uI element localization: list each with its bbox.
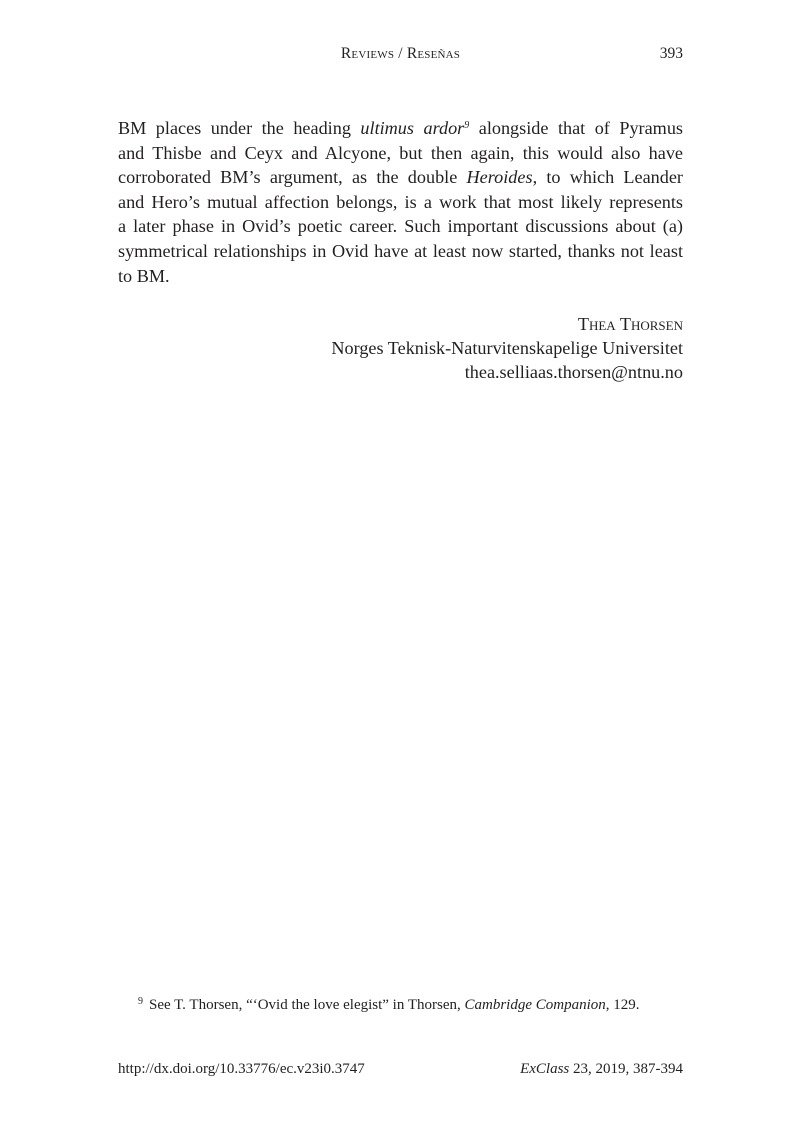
text: corroborated BM’s argument, as the double [118,167,467,188]
running-title: Reviews / Reseñas [340,45,461,62]
author-signature [331,312,683,385]
author-email[interactable]: thea.selliaas.thorsen@ntnu.no [464,362,683,383]
body-line: and Hero’s mutual affection belongs, is a work that most likely represents [118,191,683,212]
body-line [118,116,683,141]
footnote-ref[interactable]: 9 [464,120,470,131]
body-line: to BM. [118,265,170,286]
page-number: 393 [659,45,683,62]
running-head [118,45,683,69]
text: , to which Leander [532,167,683,188]
author-name: Thea Thorsen [577,314,683,334]
text: BM places under the heading [118,118,361,138]
footnote-text: See T. Thorsen, “‘Ovid the love elegist” in Thorsen, [149,997,465,1013]
footnote-number: 9 [138,996,143,1007]
doi-link[interactable]: http://dx.doi.org/10.33776/ec.v23i0.3747 [118,1061,365,1077]
footnote-text: , 129. [605,997,640,1013]
body-paragraph [118,116,683,288]
body-line: symmetrical relationships in Ovid have at least now started, thanks not least [118,240,683,261]
journal-name: ExClass [520,1061,570,1077]
body-line: a later phase in Ovid’s poetic career. Such important discussions about (a) [118,216,683,237]
text: alongside that of Pyramus [469,118,684,138]
author-affiliation: Norges Teknisk-Naturvitenskapelige Universitet [331,338,683,359]
body-line [118,165,683,190]
italic-title: Heroides [466,167,533,188]
footnote [138,997,640,1014]
italic-term: ultimus ardor [360,118,465,138]
footnote-italic: Cambridge Companion [464,997,606,1013]
body-line: and Thisbe and Ceyx and Alcyone, but then again, this would also have [118,142,683,163]
citation-details: 23, 2019, 387-394 [569,1061,683,1077]
journal-citation [520,1061,683,1078]
